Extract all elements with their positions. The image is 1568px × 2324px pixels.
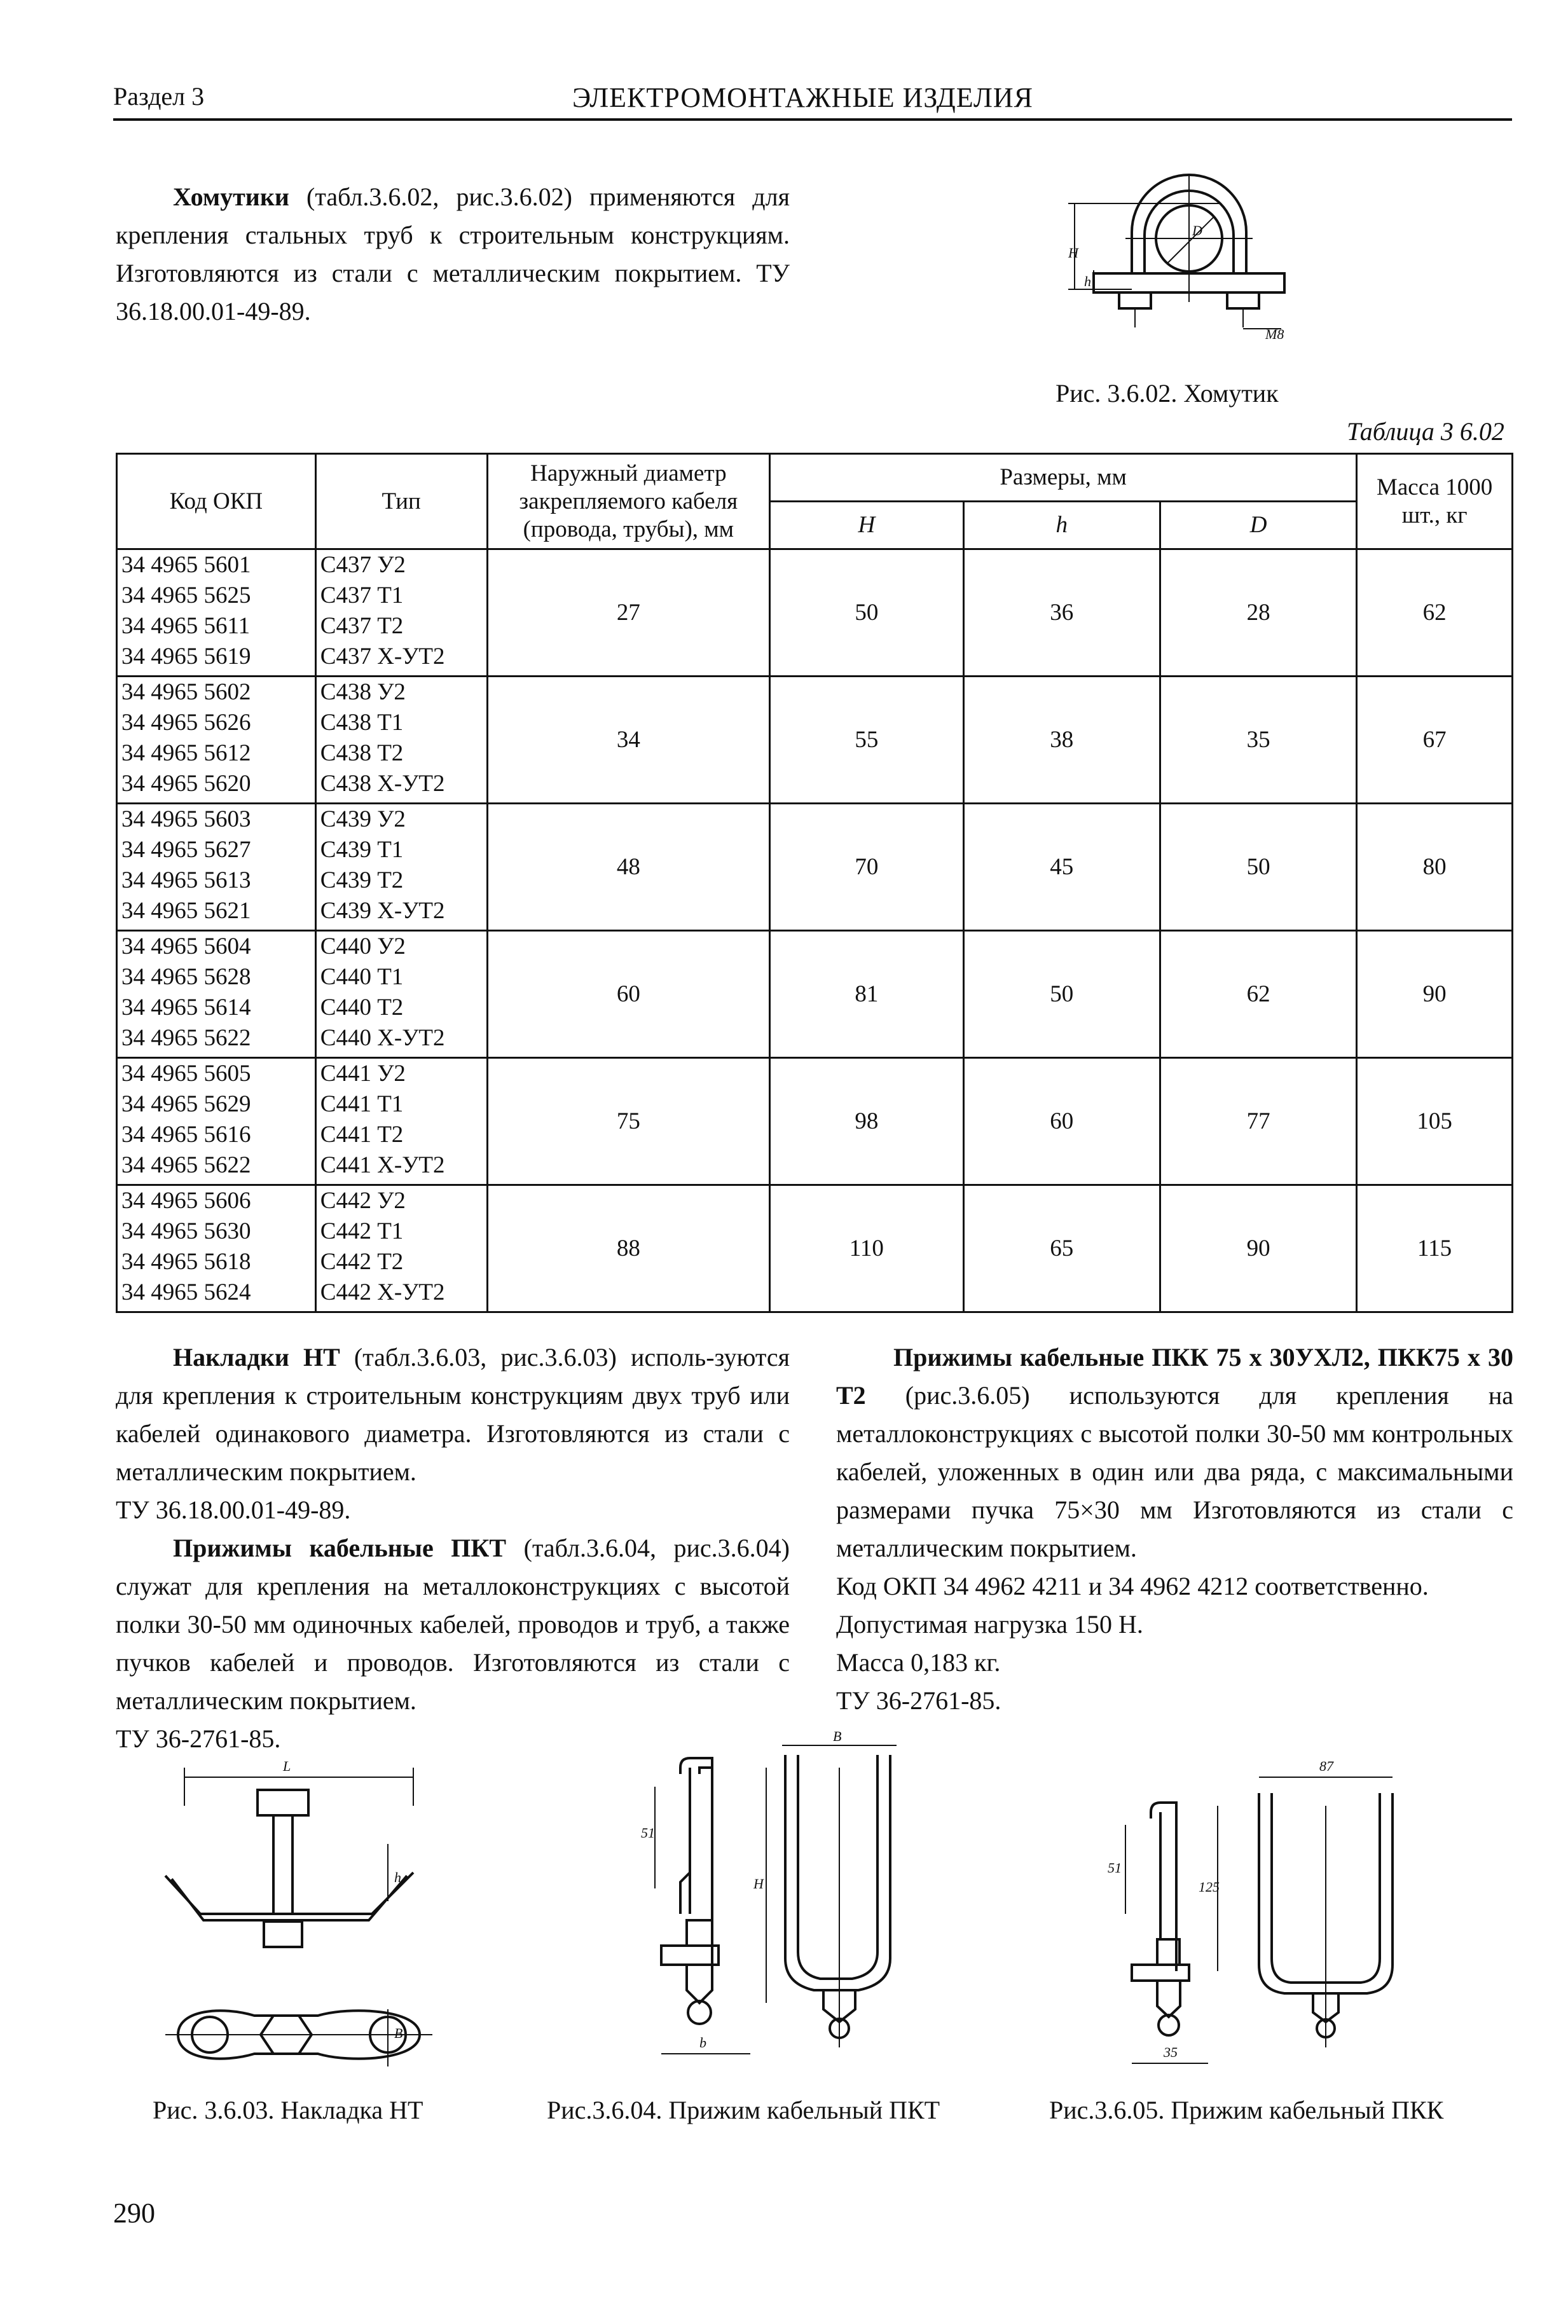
cell-h: 36 (963, 549, 1160, 677)
th-sizes: Размеры, мм (770, 454, 1357, 502)
fig605-label-125: 125 (1199, 1879, 1220, 1895)
table-row (117, 1185, 1513, 1312)
cell-mass: 80 (1357, 804, 1513, 931)
okp-code: 34 4965 5626 (121, 710, 251, 736)
cell-h: 55 (770, 677, 963, 804)
cell-types (315, 1185, 487, 1312)
cell-codes (117, 804, 316, 931)
type-code: С441 Т1 (320, 1091, 404, 1117)
cell-h: 70 (770, 804, 963, 931)
right-column-text (836, 1338, 1513, 1720)
clamp-pkk-drawing (1094, 1755, 1424, 2086)
fig602-label-D: D (1192, 223, 1202, 238)
cell-h: 110 (770, 1185, 963, 1312)
cell-h: 81 (770, 931, 963, 1058)
pkt-text: (табл.3.6.04, рис.3.6.04) служат для крепления на металлоконструкциях с высотой полки 30-50 мм одиночных кабелей, проводов и труб, а также пучков кабелей и проводов. Изготовляются из стали с металлическим покрытием. (116, 1534, 790, 1715)
type-code: С437 Т2 (320, 613, 404, 639)
cell-mass: 90 (1357, 931, 1513, 1058)
type-code: С439 Х-УТ2 (320, 898, 445, 924)
cell-h: 45 (963, 804, 1160, 931)
pkt-paragraph (116, 1529, 790, 1720)
type-code: С439 Т2 (320, 867, 404, 893)
pkk-text: (рис.3.6.05) используются для крепления на металлоконструкциях с высотой полки 30-50 мм контрольных кабелей, уложенных в один или два ряда, с максимальными размерами пучка 75×30 мм Изготовляются из стали с металлическим покрытием. (836, 1381, 1513, 1562)
okp-code: 34 4965 5602 (121, 679, 251, 705)
okp-code: 34 4965 5603 (121, 806, 251, 832)
okp-code: 34 4965 5612 (121, 740, 251, 766)
type-code: С438 Т2 (320, 740, 404, 766)
cell-d: 90 (1160, 1185, 1356, 1312)
okp-code: 34 4965 5606 (121, 1188, 251, 1214)
left-column-text (116, 1338, 790, 1758)
spec-table (116, 453, 1513, 1313)
page-number: 290 (113, 2197, 155, 2229)
cell-d: 50 (1160, 804, 1356, 931)
okp-code: 34 4965 5624 (121, 1279, 251, 1305)
cell-types (315, 549, 487, 677)
header-rule (113, 118, 1512, 121)
table-row (117, 677, 1513, 804)
fig605-label-35: 35 (1164, 2044, 1178, 2060)
cell-h: 98 (770, 1058, 963, 1185)
fig604-label-b: b (699, 2035, 706, 2051)
overlay-tu: ТУ 36.18.00.01-49-89. (116, 1495, 351, 1524)
okp-code: 34 4965 5601 (121, 552, 251, 578)
table-row (117, 1058, 1513, 1185)
type-code: С440 Т1 (320, 964, 404, 990)
cell-mass: 115 (1357, 1185, 1513, 1312)
th-diameter: Наружный диаметр закрепляемого кабеля (провода, трубы), мм (487, 454, 770, 549)
cell-types (315, 1058, 487, 1185)
pkt-term: Прижимы кабельные ПКТ (173, 1534, 507, 1562)
cell-diameter: 34 (487, 677, 770, 804)
okp-code: 34 4965 5625 (121, 582, 251, 609)
pkk-term: Прижимы кабельные ПКК 75 х 30УХЛ2, ПКК75 х 30 Т2 (836, 1343, 1513, 1410)
pkk-mass: Масса 0,183 кг. (836, 1648, 1001, 1677)
type-code: С437 У2 (320, 552, 406, 578)
cell-diameter: 27 (487, 549, 770, 677)
type-code: С442 Т2 (320, 1249, 404, 1275)
type-code: С437 Т1 (320, 582, 404, 609)
cell-h: 65 (963, 1185, 1160, 1312)
overlay-paragraph (116, 1338, 790, 1491)
cell-h: 50 (963, 931, 1160, 1058)
type-code: С442 Х-УТ2 (320, 1279, 445, 1305)
cell-mass: 62 (1357, 549, 1513, 677)
th-D: D (1160, 502, 1356, 549)
fig602-label-h: h (1084, 273, 1091, 289)
type-code: С440 У2 (320, 933, 406, 959)
table-caption: Таблица 3 6.02 (1347, 417, 1504, 446)
type-code: С437 Х-УТ2 (320, 643, 445, 670)
type-code: С439 У2 (320, 806, 406, 832)
intro-text: (табл.3.6.02, рис.3.6.02) применяются для крепления стальных труб к строительным конструкциям. Изготовляются из стали с металлическим покрытием. ТУ 36.18.00.01-49-89. (116, 182, 790, 326)
type-code: С442 У2 (320, 1188, 406, 1214)
cell-d: 62 (1160, 931, 1356, 1058)
cell-h: 60 (963, 1058, 1160, 1185)
pkk-load: Допустимая нагрузка 150 Н. (836, 1610, 1143, 1639)
figure-caption-603: Рис. 3.6.03. Накладка НТ (153, 2096, 423, 2124)
fig603-label-B: B (394, 2025, 403, 2041)
figure-caption-602: Рис. 3.6.02. Хомутик (1056, 379, 1279, 408)
fig604-label-51: 51 (641, 1825, 655, 1841)
fig602-label-H: H (1068, 245, 1078, 261)
cell-types (315, 931, 487, 1058)
cell-h: 50 (770, 549, 963, 677)
cell-diameter: 75 (487, 1058, 770, 1185)
table-row (117, 804, 1513, 931)
cell-d: 35 (1160, 677, 1356, 804)
okp-code: 34 4965 5628 (121, 964, 251, 990)
cell-mass: 67 (1357, 677, 1513, 804)
cell-diameter: 88 (487, 1185, 770, 1312)
th-code: Код ОКП (117, 454, 316, 549)
th-h: h (963, 502, 1160, 549)
figure-caption-604: Рис.3.6.04. Прижим кабельный ПКТ (547, 2096, 940, 2124)
th-H: H (770, 502, 963, 549)
fig602-label-m8: M8 (1265, 326, 1284, 342)
type-code: С441 Т2 (320, 1122, 404, 1148)
clamp-drawing (1030, 162, 1348, 353)
type-code: С438 У2 (320, 679, 406, 705)
fig604-label-B: B (833, 1729, 842, 1744)
figure-caption-605: Рис.3.6.05. Прижим кабельный ПКК (1049, 2096, 1444, 2124)
cell-types (315, 677, 487, 804)
cell-diameter: 48 (487, 804, 770, 931)
section-label: Раздел 3 (113, 82, 205, 111)
clamp-pkt-drawing (629, 1729, 922, 2086)
okp-code: 34 4965 5604 (121, 933, 251, 959)
okp-code: 34 4965 5630 (121, 1218, 251, 1244)
type-code: С439 Т1 (320, 837, 404, 863)
okp-code: 34 4965 5627 (121, 837, 251, 863)
pkk-tu: ТУ 36-2761-85. (836, 1686, 1001, 1715)
type-code: С441 Х-УТ2 (320, 1152, 445, 1178)
overlay-term: Накладки НТ (173, 1343, 340, 1372)
okp-code: 34 4965 5613 (121, 867, 251, 893)
cell-diameter: 60 (487, 931, 770, 1058)
cell-codes (117, 677, 316, 804)
cell-codes (117, 931, 316, 1058)
pkt-tu: ТУ 36-2761-85. (116, 1724, 281, 1753)
th-type: Тип (315, 454, 487, 549)
type-code: С441 У2 (320, 1061, 406, 1087)
type-code: С440 Т2 (320, 994, 404, 1021)
overlay-nt-drawing (153, 1755, 458, 2086)
cell-mass: 105 (1357, 1058, 1513, 1185)
okp-code: 34 4965 5614 (121, 994, 251, 1021)
cell-codes (117, 1185, 316, 1312)
okp-code: 34 4965 5618 (121, 1249, 251, 1275)
fig604-label-H: H (753, 1876, 764, 1892)
okp-code: 34 4965 5619 (121, 643, 251, 670)
table-row (117, 549, 1513, 677)
okp-code: 34 4965 5611 (121, 613, 251, 639)
fig603-label-h: h (394, 1869, 401, 1885)
intro-term: Хомутики (173, 182, 289, 211)
okp-code: 34 4965 5622 (121, 1152, 251, 1178)
pkk-paragraph (836, 1338, 1513, 1567)
cell-types (315, 804, 487, 931)
type-code: С440 Х-УТ2 (320, 1025, 445, 1051)
cell-d: 77 (1160, 1058, 1356, 1185)
page-heading: ЭЛЕКТРОМОНТАЖНЫЕ ИЗДЕЛИЯ (572, 82, 1033, 113)
okp-code: 34 4965 5616 (121, 1122, 251, 1148)
pkk-okp: Код ОКП 34 4962 4211 и 34 4962 4212 соответственно. (836, 1572, 1429, 1600)
cell-codes (117, 1058, 316, 1185)
cell-d: 28 (1160, 549, 1356, 677)
cell-codes (117, 549, 316, 677)
okp-code: 34 4965 5629 (121, 1091, 251, 1117)
th-mass: Масса 1000 шт., кг (1357, 454, 1513, 549)
cell-h: 38 (963, 677, 1160, 804)
okp-code: 34 4965 5620 (121, 771, 251, 797)
fig605-label-87: 87 (1319, 1758, 1333, 1774)
type-code: С438 Х-УТ2 (320, 771, 445, 797)
type-code: С438 Т1 (320, 710, 404, 736)
type-code: С442 Т1 (320, 1218, 404, 1244)
okp-code: 34 4965 5622 (121, 1025, 251, 1051)
overlay-text: (табл.3.6.03, рис.3.6.03) исполь-зуются для крепления к строительным конструкциям двух труб или кабелей одинакового диаметра. Изготовляются из стали с металлическим покрытием. (116, 1343, 790, 1486)
intro-paragraph (116, 178, 790, 331)
fig605-label-51: 51 (1108, 1860, 1122, 1876)
okp-code: 34 4965 5605 (121, 1061, 251, 1087)
fig603-label-L: L (283, 1758, 291, 1774)
table-row (117, 931, 1513, 1058)
okp-code: 34 4965 5621 (121, 898, 251, 924)
